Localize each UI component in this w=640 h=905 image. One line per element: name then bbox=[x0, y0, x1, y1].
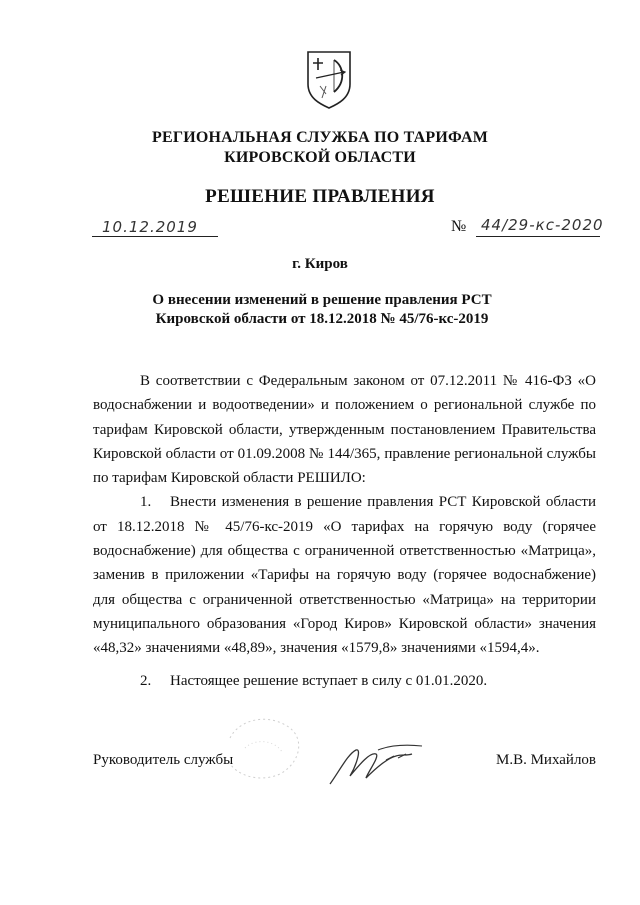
item-2-number: 2. bbox=[140, 672, 152, 689]
organization-name-line-1: РЕГИОНАЛЬНАЯ СЛУЖБА ПО ТАРИФАМ bbox=[151, 129, 489, 146]
coat-of-arms-emblem bbox=[304, 48, 354, 110]
document-type-title: РЕШЕНИЕ ПРАВЛЕНИЯ bbox=[205, 186, 435, 207]
item-1-number: 1. bbox=[140, 494, 152, 511]
signatory-title: Руководитель службы bbox=[93, 752, 234, 768]
faint-seal-trace bbox=[210, 708, 320, 788]
document-body bbox=[93, 369, 596, 693]
preamble-paragraph: В соответствии с Федеральным законом от 07.12.2011 № 416-ФЗ «О водоснабжении и водоотведении» и положением о региональной службе по тарифам Кировской области, утвержденным постановлением Правительства Кировской области от 01.09.2008 № 144/365, правление региональной службы по тарифам Кировской области РЕШИЛО: bbox=[93, 373, 596, 487]
document-number: 44/29-кс-2020 bbox=[481, 216, 604, 234]
signatory-name: М.В. Михайлов bbox=[496, 752, 597, 768]
date-value: 10.12.2019 bbox=[102, 218, 198, 236]
item-2-paragraph bbox=[93, 669, 596, 693]
date-underline bbox=[92, 236, 218, 237]
number-sign: № bbox=[451, 218, 467, 235]
item-1-paragraph bbox=[93, 490, 596, 660]
document-date bbox=[92, 216, 222, 238]
number-underline bbox=[476, 236, 600, 237]
organization-name-line-2: КИРОВСКОЙ ОБЛАСТИ bbox=[224, 149, 416, 166]
handwritten-signature bbox=[326, 730, 446, 790]
item-2-text: Настоящее решение вступает в силу с 01.01.2020. bbox=[170, 672, 488, 689]
item-1-text: Внести изменения в решение правления РСТ Кировской области от 18.12.2018 № 45/76-кс-2019 «О тарифах на горячую воду (горячее водоснабжение) для общества с ограниченной ответственностью «Матрица», заменив в приложении «Тарифы на горячую воду (горячее водоснабжение) для общества с ограниченной ответственностью «Матрица» на территории муниципального образования «Город Киров» Кировской области» значения «48,32» значениями «48,89», значения «1579,8» значениями «1594,4». bbox=[93, 494, 596, 657]
document-subject: О внесении изменений в решение правления РСТ Кировской области от 18.12.2018 № 45/76-кс-2019 bbox=[152, 292, 492, 327]
city-label: г. Киров bbox=[292, 256, 348, 272]
